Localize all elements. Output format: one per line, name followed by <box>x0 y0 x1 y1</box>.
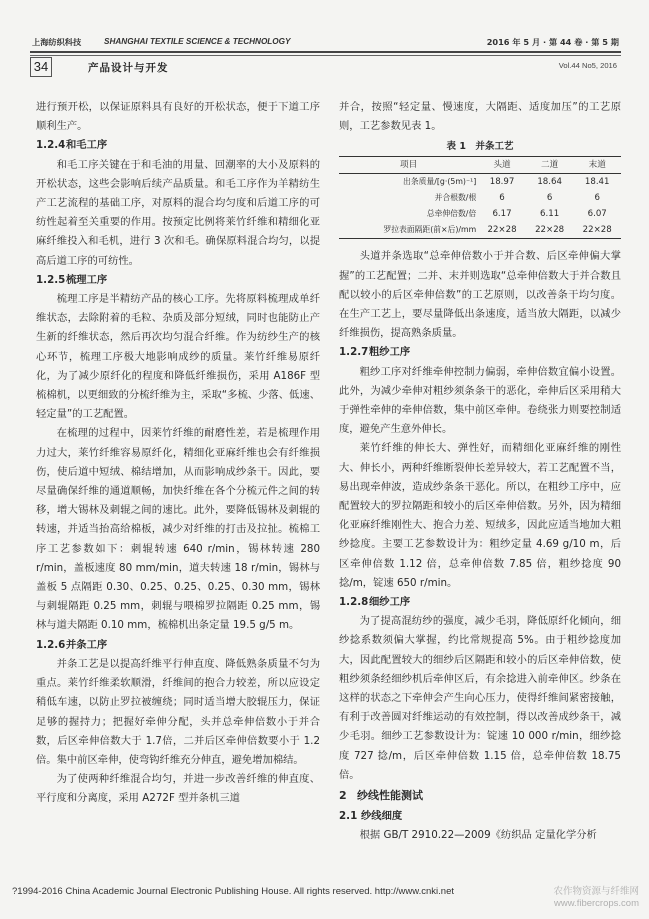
left-column <box>36 98 320 809</box>
table-cell: 6.07 <box>587 209 607 220</box>
table-cell: 6 <box>594 193 600 204</box>
process-table <box>339 156 621 239</box>
subsection-heading-1-2-5: 1.2.5梳理工序 <box>36 273 108 286</box>
paragraph: 莱竹纤维的伸长大、弹性好，而精细化亚麻纤维的刚性大、伸长小，两种纤维断裂伸长差异较大，若工艺配置不当，易出现牵伸波，造成纱条条干恶化。所以，在粗纱工序中，应配置较大的罗拉隔距和较小的后区牵伸倍数。另外，因为精细化亚麻纤维刚性大、抱合力差、短绒多，因此应适当地加大粗纱捻度。主要工艺参数设计为：粗纱定量 4.69 g/10 m，后区牵伸倍数 1.12 倍，总牵伸倍数 7.85 倍，粗纱捻度 90 捻/m，锭速 650 r/min。 <box>339 442 621 589</box>
copyright-footer: ?1994-2016 China Academic Journal Electronic Publishing House. All rights reserved. http://www.cnki.net <box>12 886 454 897</box>
paragraph: 为了使两种纤维混合均匀，并进一步改善纤维的伸直度、平行度和分离度，采用 A272F 型并条机三道 <box>36 773 320 805</box>
table-row <box>339 174 621 191</box>
table-cell: 22×28 <box>582 225 612 236</box>
table-header: 二道 <box>541 160 559 171</box>
table-header: 项目 <box>400 160 418 171</box>
table-cell: 6 <box>499 193 505 204</box>
table-cell: 18.41 <box>584 177 610 188</box>
section-header-row <box>30 57 621 77</box>
subsection-heading-2-1: 2.1 纱线细度 <box>339 810 403 823</box>
journal-name-cn: 上海纺织科技 <box>32 37 82 47</box>
page-number: 34 <box>30 57 52 77</box>
header-rule-thin <box>30 55 621 56</box>
subsection-heading-1-2-8: 1.2.8细纱工序 <box>339 596 411 609</box>
paragraph: 梳理工序是半精纺产品的核心工序。先将原料梳理成单纤维状态，去除附着的毛粒、杂质及部分短绒，同时也能防止产生新的纤维状态，然后再次均匀混合纤维。作为纺纱生产的核心环节，梳理工序极大地影响成纱的质量。莱竹纤维易原纤化，为了减少原纤化的程度和降低纤维损伤，采用 A186F 型梳棉机，以更细致的分梳纤维为主，采取“多梳、少落、低速、轻定量”的工艺配置。 <box>36 293 320 421</box>
table-cell: 6.17 <box>492 209 512 220</box>
table-cell: 18.64 <box>537 177 562 188</box>
journal-header-row <box>30 36 621 50</box>
site-watermark <box>553 886 639 910</box>
watermark-url: www.fibercrops.com <box>554 898 639 909</box>
table-cell: 18.97 <box>489 177 515 188</box>
table-cell: 总牵伸倍数/倍 <box>426 209 477 219</box>
table-cell: 6 <box>546 193 553 204</box>
section-title: 产品设计与开发 <box>88 62 169 74</box>
section-heading-2: 2 纱线性能测试 <box>339 789 423 803</box>
paragraph: 和毛工序关键在于和毛油的用量、回潮率的大小及原料的开松状态，这些会影响后续产品质量。和毛工序作为羊精纺生产工艺流程的基础工序，对原料的混合均匀度和后道工序的可纺性起着至关重要的作用。按预定比例将莱竹纤维和精细化亚麻纤维投入和毛机，进行 3 次和毛。确保原料混合均匀，以提高后道工序的可纺性。 <box>36 158 320 267</box>
table-caption: 表 1 并条工艺 <box>446 141 514 153</box>
table-row <box>339 222 621 239</box>
subsection-heading-1-2-7: 1.2.7粗纱工序 <box>339 346 411 359</box>
journal-name-en: SHANGHAI TEXTILE SCIENCE & TECHNOLOGY <box>104 37 291 46</box>
table-cell: 6.11 <box>540 209 560 220</box>
table-cell: 22×28 <box>535 225 565 236</box>
header-rule-thick <box>30 51 621 53</box>
paragraph: 并合，按照“轻定量、慢速度，大隔距、适度加压”的工艺原则，工艺参数见表 1。 <box>339 101 621 133</box>
paragraph: 为了提高混纺纱的强度，减少毛羽，降低原纤化倾向，细纱捻系数须偏大掌握，约比常规提高 5%。由于粗纱捻度加大，因此配置较大的细纱后区隔距和较小的后区牵伸倍数，使粗纱须条经细纱机后牵伸区后，有余捻进入前牵伸区。纱条在这样的状态之下牵伸会产生向心压力，使得纤维间紧密接触，有利于改善圆对纤维运动的有效控制，得以改善成纱条干，减少毛羽。细纱工艺参数设计为：锭速 10 000 r/min，细纱捻度 727 捻/m，后区牵伸倍数 1.15 倍，总牵伸倍数 18.75 倍。 <box>339 615 621 781</box>
table-cell: 并合根数/根 <box>434 193 477 203</box>
paragraph: 进行预开松，以保证原料具有良好的开松状态，便于下道工序顺利生产。 <box>36 101 320 133</box>
paragraph: 头道并条选取“总牵伸倍数小于并合数、后区牵伸偏大掌握”的工艺配置；二并、末并则选取“总牵伸倍数大于并合数且配以较小的后区牵伸倍数”的工艺原则，以改善条干均匀度。在生产工艺上，要尽量降低出条速度，适当放大隔距，以减少纤维损伤，提高熟条质量。 <box>339 250 621 340</box>
subsection-heading-1-2-6: 1.2.6并条工序 <box>36 638 108 651</box>
paragraph: 并条工艺是以提高纤维平行伸直度、降低熟条质量不匀为重点。莱竹纤维柔软顺滑，纤维间的抱合力较差，所以应设定稍低车速，以防止罗拉被缠绕；同时适当增大胶辊压力，保证足够的握持力；把握好牵伸分配，头并总牵伸倍数小于并合数，后区牵伸倍数大于 1.7倍，二并后区牵伸倍数要小于 1.2 倍。集中前区牵伸，使弯钩纤维充分伸直，避免增加棉结。 <box>36 657 320 766</box>
table-header: 末道 <box>588 160 606 171</box>
table-header: 头道 <box>493 160 511 171</box>
volume-info: Vol.44 No5, 2016 <box>558 61 617 70</box>
right-column <box>339 98 621 846</box>
paragraph: 粗纱工序对纤维牵伸控制力偏弱，牵伸倍数宜偏小设置。此外，为减少牵伸对粗纱须条条干的恶化，牵伸后区采用稍大于弹性牵伸的牵伸倍数，集中前区牵伸。卷绕张力则要控制适度，避免产生意外伸长。 <box>339 365 621 436</box>
issue-date: 2016 年 5 月 · 第 44 卷 · 第 5 期 <box>486 37 619 47</box>
table-header-row <box>339 157 621 174</box>
table-cell: 罗拉表面隔距(前×后)/mm <box>383 225 477 235</box>
watermark-line: 农作物资源与纤维网 <box>553 886 639 897</box>
table-cell: 出条质量/[g·(5m)⁻¹] <box>403 177 477 187</box>
table-cell: 22×28 <box>487 225 517 236</box>
running-header <box>30 36 621 80</box>
table-row <box>339 190 621 206</box>
subsection-heading-1-2-4: 1.2.4和毛工序 <box>36 139 108 152</box>
paragraph: 在梳理的过程中，因莱竹纤维的耐磨性差，若是梳理作用力过大，莱竹纤维容易原纤化，精细化亚麻纤维也会有纤维损伤，使后道中短绒、棉结增加，从而影响成纱条干。因此，要尽量确保纤维的通道顺畅，加快纤维在各个分梳元件之间的转移，增大锡林及刺辊之间的速比。此外，要降低锡林及刺辊的转速，并适当抬高给棉板，减少对纤维的打击及拉扯。梳棉工序工艺参数如下：刺辊转速 640 r/min，锡林转速 280 r/min，盖板速度 80 mm/min，道夫转速 18 r/min，锡林与盖板 5 点隔距 0.30、0.25、0.25、0.25、0.30 mm，锡林与刺辊隔距 0.25 mm，刺辊与喂棉罗拉隔距 0.25 mm，锡林与道夫隔距 0.10 mm，梳棉机出条定量 19.5 g/5 m。 <box>36 427 320 632</box>
table-row <box>339 206 621 222</box>
paragraph: 根据 GB/T 2910.22—2009《纺织品 定量化学分析 <box>359 829 597 842</box>
